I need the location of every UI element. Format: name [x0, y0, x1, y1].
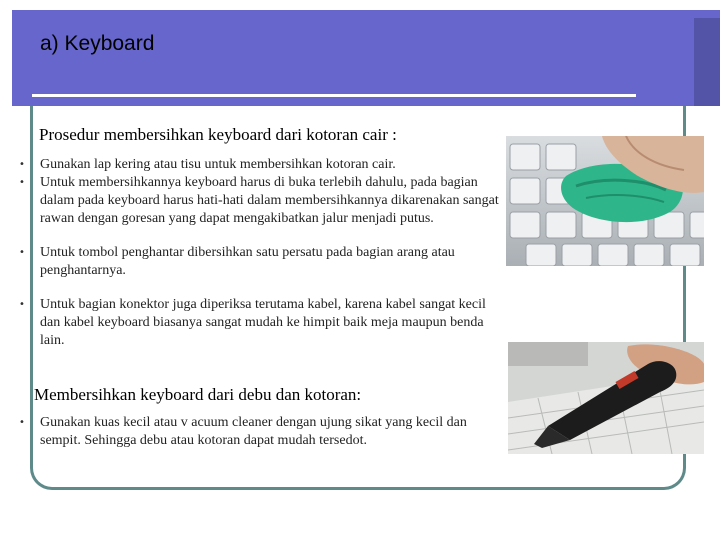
bullet-icon: •	[19, 247, 25, 258]
dust-cleaning-list	[0, 414, 500, 450]
list-item: • Untuk tombol penghantar dibersihkan satu persatu pada bagian arang atau penghantarnya.	[19, 245, 455, 278]
section-title-dust: Membersihkan keyboard dari debu dan kotoran:	[34, 385, 362, 404]
slide-title: a) Keyboard	[40, 32, 155, 55]
header-underline	[32, 94, 636, 97]
list-item: • Gunakan kuas kecil atau v acuum cleaner dengan ujung sikat yang kecil dan sempit. Sehingga debu atau kotoran dapat mudah tersedot.	[19, 415, 467, 448]
bullet-icon: •	[19, 299, 25, 310]
section-title-liquid: Prosedur membersihkan keyboard dari kotoran cair :	[39, 125, 397, 144]
header-bar	[12, 10, 720, 106]
liquid-cleaning-list	[0, 156, 500, 350]
cloth-cleaning-photo	[506, 136, 704, 266]
vacuum-cleaning-photo	[508, 342, 704, 454]
list-item: • Untuk bagian konektor juga diperiksa terutama kabel, karena kabel sangat kecil dan kabel keyboard biasanya sangat mudah ke himpit baik meja maupun benda lain.	[19, 297, 486, 348]
bullet-icon: •	[19, 417, 25, 428]
list-item: • Untuk membersihkannya keyboard harus di buka terlebih dahulu, pada bagian dalam pada keyboard harus hati-hati dalam membersihkannya dikarenakan sangat rawan dengan goresan yang dapat mengakibatkan jalur menjadi putus.	[19, 175, 499, 226]
list-item: • Gunakan lap kering atau tisu untuk membersihkan kotoran cair.	[19, 157, 396, 172]
header-shadow	[694, 18, 720, 106]
bullet-icon: •	[19, 159, 25, 170]
bullet-icon: •	[19, 177, 25, 188]
